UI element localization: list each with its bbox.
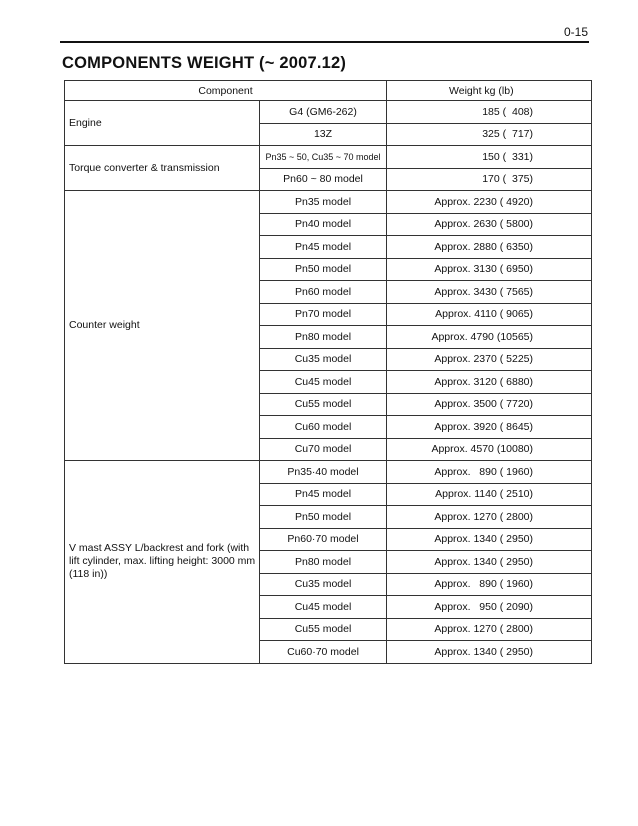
weight-cell: Approx. 3120 ( 6880) (387, 371, 592, 394)
model-cell: Pn50 model (260, 506, 387, 529)
model-cell: Cu60 model (260, 416, 387, 439)
model-cell: Pn60 model (260, 281, 387, 304)
weight-cell: Approx. 1140 ( 2510) (387, 483, 592, 506)
model-cell: Cu35 model (260, 348, 387, 371)
model-cell: Cu45 model (260, 371, 387, 394)
model-cell: Cu70 model (260, 438, 387, 461)
model-cell: Pn35 model (260, 191, 387, 214)
model-cell: Pn70 model (260, 303, 387, 326)
components-weight-table (64, 80, 592, 664)
weight-cell: Approx. 3500 ( 7720) (387, 393, 592, 416)
weight-cell: Approx. 3130 ( 6950) (387, 258, 592, 281)
weight-cell: 325 ( 717) (387, 123, 592, 146)
weight-cell: Approx. 950 ( 2090) (387, 596, 592, 619)
model-cell: Pn35 ~ 50, Cu35 ~ 70 model (260, 146, 387, 169)
model-cell: Pn40 model (260, 213, 387, 236)
model-cell: Pn80 model (260, 551, 387, 574)
weight-cell: Approx. 1270 ( 2800) (387, 618, 592, 641)
weight-cell: Approx. 890 ( 1960) (387, 461, 592, 484)
model-cell: Pn35·40 model (260, 461, 387, 484)
model-cell: Pn60 ~ 80 model (260, 168, 387, 191)
model-cell: Cu60·70 model (260, 641, 387, 664)
model-cell: Pn80 model (260, 326, 387, 349)
model-cell: Cu35 model (260, 573, 387, 596)
model-cell: G4 (GM6-262) (260, 101, 387, 124)
weight-cell: 150 ( 331) (387, 146, 592, 169)
weight-cell: Approx. 3430 ( 7565) (387, 281, 592, 304)
model-cell: 13Z (260, 123, 387, 146)
header-component: Component (65, 81, 387, 101)
weight-cell: Approx. 4110 ( 9065) (387, 303, 592, 326)
weight-cell: Approx. 2880 ( 6350) (387, 236, 592, 259)
table-row (65, 191, 592, 214)
model-cell: Cu55 model (260, 393, 387, 416)
model-cell: Pn60·70 model (260, 528, 387, 551)
table-row (65, 461, 592, 484)
model-cell: Pn45 model (260, 236, 387, 259)
weight-cell: 170 ( 375) (387, 168, 592, 191)
weight-cell: Approx. 2370 ( 5225) (387, 348, 592, 371)
header-rule (60, 41, 589, 43)
weight-cell: Approx. 890 ( 1960) (387, 573, 592, 596)
weight-cell: 185 ( 408) (387, 101, 592, 124)
page-title: COMPONENTS WEIGHT (~ 2007.12) (62, 54, 347, 72)
component-cell: Counter weight (65, 191, 260, 461)
component-cell: Torque converter & transmission (65, 146, 260, 191)
model-cell: Pn45 model (260, 483, 387, 506)
model-cell: Cu55 model (260, 618, 387, 641)
header-weight: Weight kg (lb) (387, 81, 592, 101)
weight-cell: Approx. 3920 ( 8645) (387, 416, 592, 439)
weight-cell: Approx. 1340 ( 2950) (387, 528, 592, 551)
weight-cell: Approx. 4570 (10080) (387, 438, 592, 461)
weight-cell: Approx. 1270 ( 2800) (387, 506, 592, 529)
table-row (65, 101, 592, 124)
weight-cell: Approx. 2230 ( 4920) (387, 191, 592, 214)
weight-cell: Approx. 1340 ( 2950) (387, 641, 592, 664)
weight-cell: Approx. 2630 ( 5800) (387, 213, 592, 236)
page-number: 0-15 (563, 25, 588, 39)
table-row (65, 146, 592, 169)
model-cell: Cu45 model (260, 596, 387, 619)
component-cell: V mast ASSY L/backrest and fork (with lift cylinder, max. lifting height: 3000 mm (118 in)) (65, 461, 260, 664)
table-body (65, 101, 592, 664)
component-cell: Engine (65, 101, 260, 146)
weight-cell: Approx. 1340 ( 2950) (387, 551, 592, 574)
table-header-row (65, 81, 592, 101)
model-cell: Pn50 model (260, 258, 387, 281)
weight-cell: Approx. 4790 (10565) (387, 326, 592, 349)
